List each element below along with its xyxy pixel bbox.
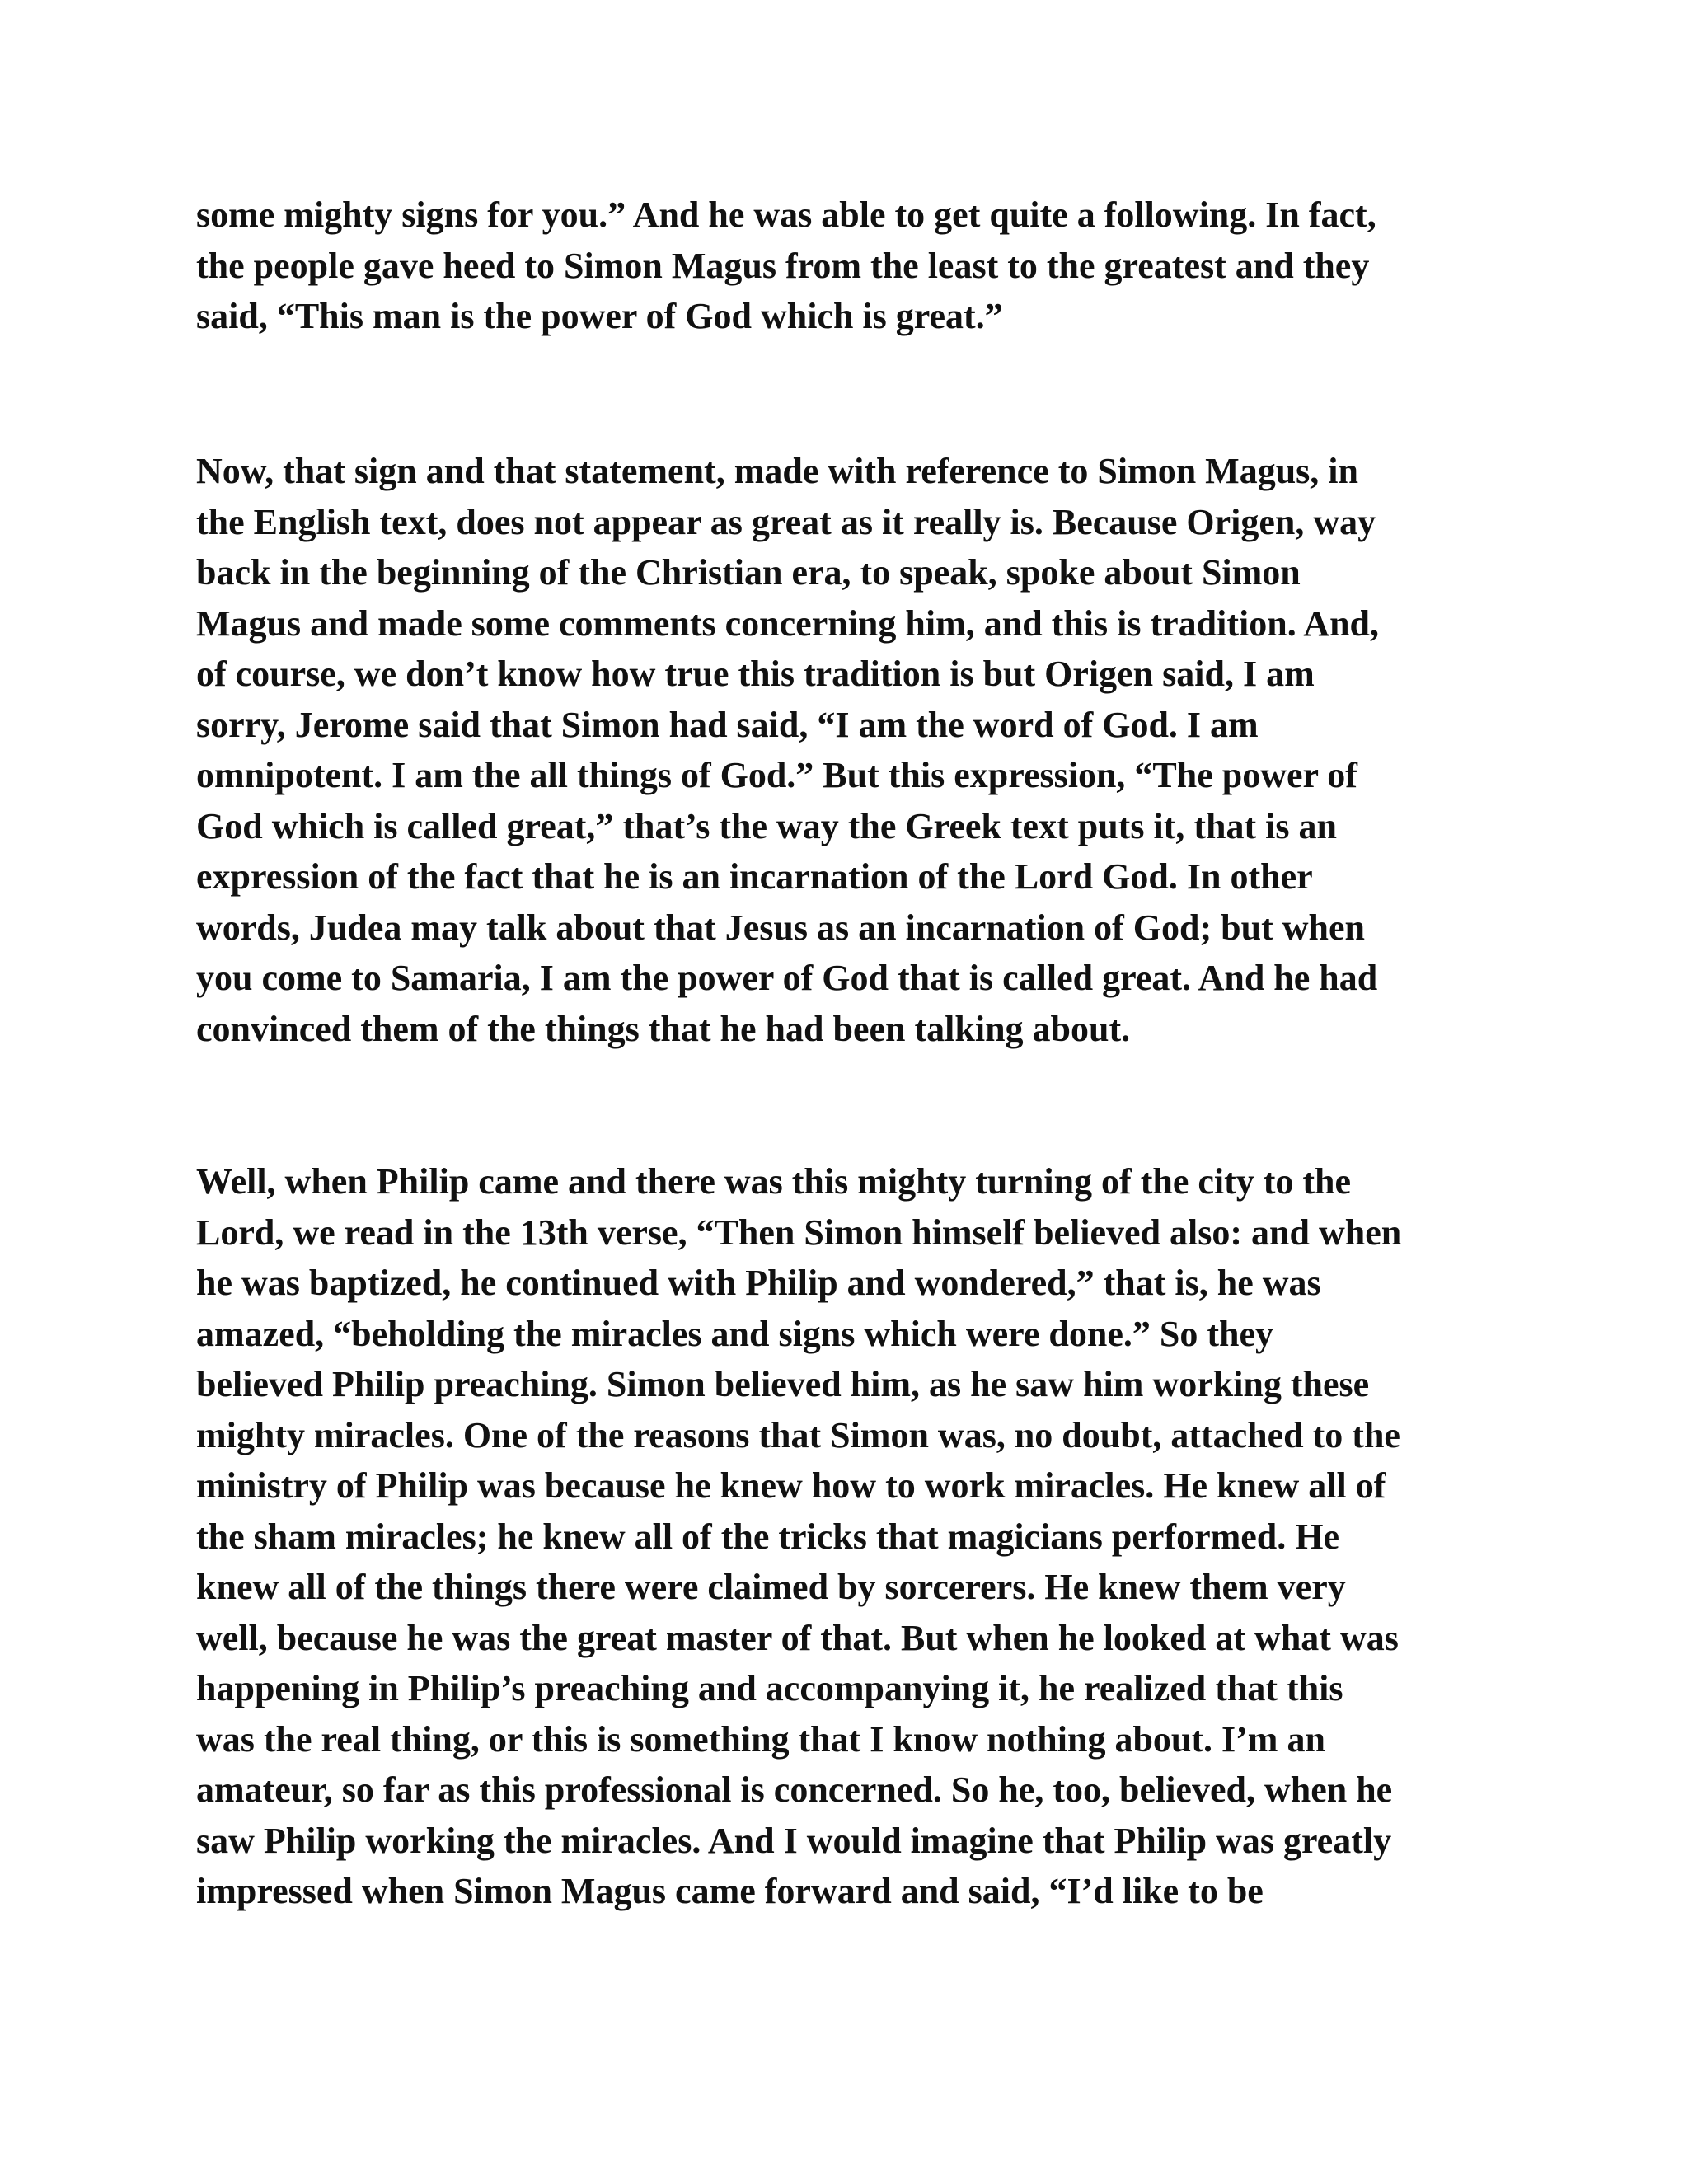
paragraph-3: [196, 1156, 1482, 1917]
paragraph-1: [196, 190, 1482, 342]
text-line: back in the beginning of the Christian era, to speak, spoke about Simon: [196, 552, 1301, 593]
text-line: he was baptized, he continued with Philip and wondered,” that is, he was: [196, 1263, 1321, 1303]
text-line: happening in Philip’s preaching and accompanying it, he realized that this: [196, 1668, 1343, 1708]
text-line: expression of the fact that he is an incarnation of the Lord God. In other: [196, 856, 1313, 897]
text-line: Well, when Philip came and there was this mighty turning of the city to the: [196, 1161, 1352, 1202]
text-line: omnipotent. I am the all things of God.” But this expression, “The power of: [196, 755, 1357, 795]
text-line: you come to Samaria, I am the power of God that is called great. And he had: [196, 958, 1378, 998]
text-line: God which is called great,” that’s the way the Greek text puts it, that is an: [196, 805, 1337, 846]
text-line: Magus and made some comments concerning him, and this is tradition. And,: [196, 602, 1380, 644]
text-line: saw Philip working the miracles. And I would imagine that Philip was greatly: [196, 1820, 1392, 1861]
text-line: knew all of the things there were claimed by sorcerers. He knew them very: [196, 1567, 1346, 1607]
text-line: well, because he was the great master of that. But when he looked at what was: [196, 1617, 1399, 1658]
text-line: convinced them of the things that he had been talking about.: [196, 1008, 1131, 1049]
paragraph-2: [196, 446, 1482, 1054]
text-line: ministry of Philip was because he knew how to work miracles. He knew all of: [196, 1465, 1386, 1506]
text-line: was the real thing, or this is something that I know nothing about. I’m an: [196, 1718, 1325, 1760]
text-line: the sham miracles; he knew all of the tricks that magicians performed. He: [196, 1516, 1340, 1557]
text-line: said, “This man is the power of God which is great.”: [196, 296, 1003, 336]
text-line: believed Philip preaching. Simon believed him, as he saw him working these: [196, 1364, 1370, 1404]
text-line: of course, we don’t know how true this tradition is but Origen said, I am: [196, 654, 1315, 694]
text-line: Now, that sign and that statement, made with reference to Simon Magus, in: [196, 451, 1358, 491]
text-line: mighty miracles. One of the reasons that Simon was, no doubt, attached to the: [196, 1414, 1400, 1455]
text-line: the English text, does not appear as great as it really is. Because Origen, way: [196, 501, 1376, 542]
text-line: sorry, Jerome said that Simon had said, “I am the word of God. I am: [196, 704, 1259, 745]
text-line: amateur, so far as this professional is concerned. So he, too, believed, when he: [196, 1769, 1393, 1810]
text-line: amazed, “beholding the miracles and signs which were done.” So they: [196, 1313, 1274, 1354]
text-line: words, Judea may talk about that Jesus as an incarnation of God; but when: [196, 907, 1365, 948]
text-line: impressed when Simon Magus came forward and said, “I’d like to be: [196, 1871, 1264, 1911]
text-line: the people gave heed to Simon Magus from the least to the greatest and they: [196, 245, 1370, 286]
text-line: Lord, we read in the 13th verse, “Then Simon himself believed also: and when: [196, 1212, 1402, 1253]
text-line: some mighty signs for you.” And he was able to get quite a following. In fact,: [196, 194, 1376, 235]
